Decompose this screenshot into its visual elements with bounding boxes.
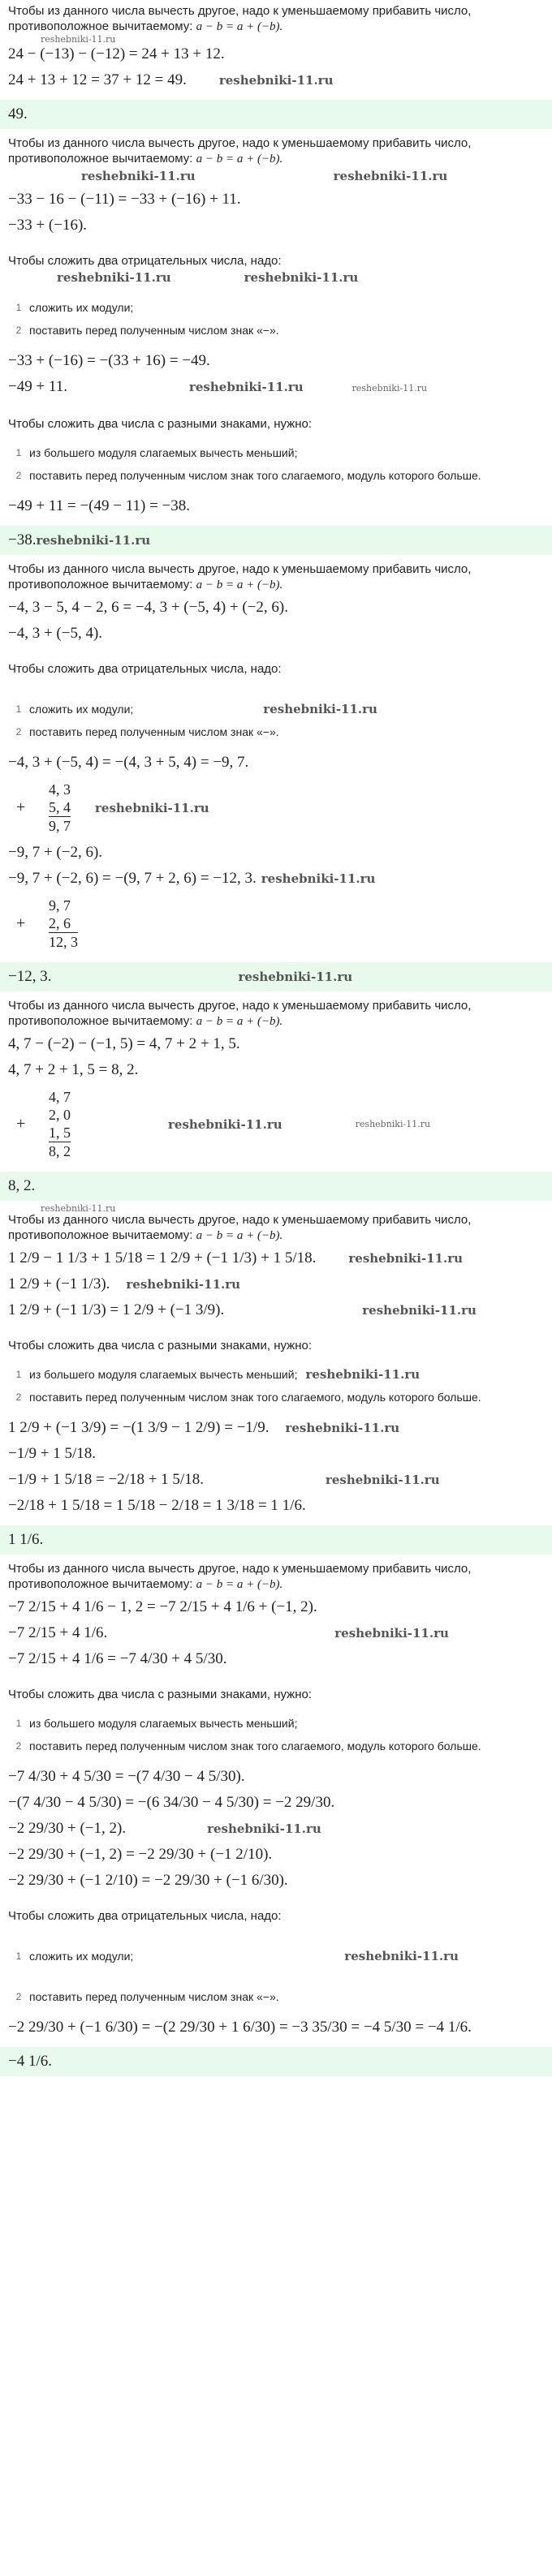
watermark: reshebniki-11.ru xyxy=(344,1949,459,1963)
math-line xyxy=(0,1415,552,1441)
rule-sentence: Чтобы из данного числа вычесть другое, надо к уменьшаемому прибавить число, противоположное вычитаемому: xyxy=(8,4,472,33)
rule-sentence: Чтобы из данного числа вычесть другое, надо к уменьшаемому прибавить число, противоположное вычитаемому: xyxy=(8,1213,472,1242)
math-line: −4, 3 − 5, 4 − 2, 6 = −4, 3 + (−5, 4) + (−2, 6). xyxy=(8,599,288,616)
math-line xyxy=(0,1816,552,1842)
math-text: −2 29/30 + (−1, 2). xyxy=(8,1820,127,1837)
column-addition xyxy=(0,1083,552,1165)
step-item xyxy=(8,1715,544,1731)
watermark: reshebniki-11.ru xyxy=(325,1473,440,1487)
watermark: reshebniki-11.ru xyxy=(351,383,428,393)
watermark: reshebniki-11.ru xyxy=(126,1277,241,1292)
column-value: 5, 4 xyxy=(49,799,71,815)
step-item xyxy=(8,467,544,484)
step-item xyxy=(8,1389,544,1405)
rule-formula: a − b = a + (−b). xyxy=(196,20,283,33)
step-text: из большего модуля слагаемых вычесть меньший; xyxy=(29,446,298,459)
steps-list xyxy=(0,690,552,750)
answer-bar: 8, 2. xyxy=(0,1172,552,1201)
watermark: reshebniki-11.ru xyxy=(305,1367,420,1382)
rule-sum-negative: Чтобы сложить два отрицательных числа, надо: xyxy=(8,1909,282,1923)
column-value: 4, 3 xyxy=(49,781,71,798)
watermark: reshebniki-11.ru xyxy=(244,270,359,285)
rule-formula: a − b = a + (−b). xyxy=(196,1578,283,1591)
math-line xyxy=(0,866,552,892)
math-text: 24 + 13 + 12 = 37 + 12 = 49. xyxy=(8,71,187,88)
rule-text xyxy=(0,1209,552,1245)
step-text: из большего модуля слагаемых вычесть меньший; xyxy=(29,1368,298,1381)
watermark: reshebniki-11.ru xyxy=(355,1119,431,1129)
math-line: −4, 3 + (−5, 4) = −(4, 3 + 5, 4) = −9, 7. xyxy=(8,754,249,771)
step-number: 2 xyxy=(15,325,22,336)
step-number: 2 xyxy=(15,1740,22,1752)
rule-text xyxy=(0,558,552,595)
step-text: поставить перед полученным числом знак того слагаемого, модуль которого больше. xyxy=(29,1391,481,1404)
step-number: 2 xyxy=(15,470,22,481)
rule-sum-negative: Чтобы сложить два отрицательных числа, надо: xyxy=(8,254,282,268)
rule-sum-different: Чтобы сложить два числа с разными знаками, нужно: xyxy=(8,1688,312,1701)
answer-bar xyxy=(0,962,552,991)
watermark: reshebniki-11.ru xyxy=(81,169,196,183)
math-text: −1/9 + 1 5/18 = −2/18 + 1 5/18. xyxy=(8,1471,204,1488)
answer-text: −38. xyxy=(8,531,37,548)
watermark: reshebniki-11.ru xyxy=(285,1421,400,1435)
step-text: поставить перед полученным числом знак того слагаемого, модуль которого больше. xyxy=(29,469,481,482)
step-number: 1 xyxy=(15,1718,22,1729)
answer-bar xyxy=(0,526,552,555)
column-result: 8, 2 xyxy=(49,1143,71,1159)
watermark: reshebniki-11.ru xyxy=(36,533,151,548)
column-result: 12, 3 xyxy=(49,934,78,950)
watermark: reshebniki-11.ru xyxy=(238,970,353,984)
step-number: 2 xyxy=(15,726,22,738)
math-line: −49 + 11 = −(49 − 11) = −38. xyxy=(8,497,191,514)
math-line xyxy=(0,1245,552,1271)
steps-list xyxy=(0,1704,552,1764)
steps-list xyxy=(0,433,552,493)
watermark: reshebniki-11.ru xyxy=(41,34,116,45)
step-text: сложить их модули; xyxy=(29,1950,134,1963)
column-value: 9, 7 xyxy=(49,897,71,914)
column-addition xyxy=(0,892,552,956)
answer-bar: 1 1/6. xyxy=(0,1525,552,1555)
step-item xyxy=(8,299,544,316)
step-text: поставить перед полученным числом знак «−». xyxy=(29,324,279,337)
step-number: 1 xyxy=(15,302,22,313)
step-item xyxy=(8,1989,544,2005)
answer-bar: −4 1/6. xyxy=(0,2047,552,2076)
math-line: −7 2/15 + 4 1/6 − 1, 2 = −7 2/15 + 4 1/6 + (−1, 2). xyxy=(8,1598,317,1615)
math-text: 1 2/9 + (−1 1/3). xyxy=(8,1275,110,1292)
math-line: −9, 7 + (−2, 6). xyxy=(8,844,103,861)
math-text: 1 2/9 + (−1 3/9) = −(1 3/9 − 1 2/9) = −1/9. xyxy=(8,1419,270,1436)
step-item xyxy=(8,445,544,461)
step-text: поставить перед полученным числом знак того слагаемого, модуль которого больше. xyxy=(29,1740,481,1752)
rule-sum-different: Чтобы сложить два числа с разными знаками, нужно: xyxy=(8,417,312,431)
step-text: поставить перед полученным числом знак «−». xyxy=(29,1990,279,2003)
watermark: reshebniki-11.ru xyxy=(188,380,304,394)
math-text: −7 2/15 + 4 1/6. xyxy=(8,1624,108,1641)
watermark: reshebniki-11.ru xyxy=(263,702,377,716)
rule-sentence: Чтобы из данного числа вычесть другое, надо к уменьшаемому прибавить число, противоположное вычитаемому: xyxy=(8,562,472,591)
math-line: −7 2/15 + 4 1/6 = −7 4/30 + 4 5/30. xyxy=(8,1650,227,1667)
step-text: сложить их модули; xyxy=(29,703,134,716)
step-item xyxy=(8,1738,544,1754)
math-line: −2 29/30 + (−1, 2) = −2 29/30 + (−1 2/10). xyxy=(8,1846,273,1863)
watermark: reshebniki-11.ru xyxy=(348,1251,464,1266)
watermark: reshebniki-11.ru xyxy=(218,73,334,88)
answer-text: −12, 3. xyxy=(8,968,52,985)
math-line xyxy=(0,67,552,93)
math-line xyxy=(0,1620,552,1646)
column-value: 1, 5 xyxy=(49,1125,71,1141)
math-line: −4, 3 + (−5, 4). xyxy=(8,625,103,642)
watermark: reshebniki-11.ru xyxy=(261,871,376,886)
math-text: 1 2/9 + (−1 1/3) = 1 2/9 + (−1 3/9). xyxy=(8,1301,225,1318)
rule-text xyxy=(0,995,552,1031)
step-number: 1 xyxy=(15,1950,22,1962)
step-text: поставить перед полученным числом знак «−». xyxy=(29,725,279,738)
column-addition xyxy=(0,776,552,840)
math-line: −33 + (−16) = −(33 + 16) = −49. xyxy=(8,352,210,369)
rule-formula: a − b = a + (−b). xyxy=(196,1229,283,1242)
step-number: 2 xyxy=(15,1991,22,2002)
rule-sentence: Чтобы из данного числа вычесть другое, надо к уменьшаемому прибавить число, противоположное вычитаемому: xyxy=(8,1562,472,1591)
column-value: 2, 6 xyxy=(49,914,78,933)
watermark: reshebniki-11.ru xyxy=(95,800,209,815)
watermark: reshebniki-11.ru xyxy=(41,1203,116,1214)
watermark: reshebniki-11.ru xyxy=(207,1821,321,1836)
rule-sentence: Чтобы из данного числа вычесть другое, надо к уменьшаемому прибавить число, противоположное вычитаемому: xyxy=(8,136,472,166)
steps-list xyxy=(0,288,552,348)
step-text: сложить их модули; xyxy=(29,301,134,314)
math-line: −33 − 16 − (−11) = −33 + (−16) + 11. xyxy=(8,191,241,208)
rule-formula: a − b = a + (−b). xyxy=(196,153,283,166)
rule-formula: a − b = a + (−b). xyxy=(196,578,283,591)
math-text: −9, 7 + (−2, 6) = −(9, 7 + 2, 6) = −12, 3. xyxy=(8,870,257,887)
steps-list xyxy=(0,1937,552,2015)
rule-formula: a − b = a + (−b). xyxy=(196,1015,283,1028)
math-line xyxy=(0,374,552,402)
math-line: 4, 7 − (−2) − (−1, 5) = 4, 7 + 2 + 1, 5. xyxy=(8,1035,240,1052)
step-text: из большего модуля слагаемых вычесть меньший; xyxy=(29,1717,298,1730)
plus-sign: + xyxy=(16,1115,26,1133)
step-item xyxy=(8,1366,544,1383)
math-text: 1 2/9 − 1 1/3 + 1 5/18 = 1 2/9 + (−1 1/3) + 1 5/18. xyxy=(8,1249,317,1266)
math-line: 24 − (−13) − (−12) = 24 + 13 + 12. xyxy=(8,45,225,62)
steps-list xyxy=(0,1355,552,1415)
math-line: −2 29/30 + (−1 6/30) = −(2 29/30 + 1 6/30) = −3 35/30 = −4 5/30 = −4 1/6. xyxy=(8,2019,472,2036)
watermark: reshebniki-11.ru xyxy=(57,270,171,285)
math-line: −1/9 + 1 5/18. xyxy=(8,1445,96,1462)
math-line: 4, 7 + 2 + 1, 5 = 8, 2. xyxy=(8,1061,139,1078)
plus-sign: + xyxy=(16,914,26,932)
math-line xyxy=(0,1271,552,1297)
step-item xyxy=(8,701,544,717)
watermark: reshebniki-11.ru xyxy=(334,1626,449,1641)
step-number: 1 xyxy=(15,1369,22,1380)
math-line: −(7 4/30 − 4 5/30) = −(6 34/30 − 4 5/30) = −2 29/30. xyxy=(8,1794,335,1811)
step-number: 2 xyxy=(15,1391,22,1403)
rule-text xyxy=(0,132,552,169)
answer-bar: 49. xyxy=(0,100,552,129)
math-line: −7 4/30 + 4 5/30 = −(7 4/30 − 4 5/30). xyxy=(8,1768,245,1785)
column-result: 9, 7 xyxy=(49,818,71,834)
math-line xyxy=(0,1467,552,1493)
watermark: reshebniki-11.ru xyxy=(333,169,448,183)
column-value: 4, 7 xyxy=(49,1089,71,1105)
step-item xyxy=(8,1948,544,1964)
rule-sum-different: Чтобы сложить два числа с разными знаками, нужно: xyxy=(8,1339,312,1353)
rule-sum-negative: Чтобы сложить два отрицательных числа, надо: xyxy=(8,662,282,676)
watermark: reshebniki-11.ru xyxy=(168,1116,282,1132)
rule-sentence: Чтобы из данного числа вычесть другое, надо к уменьшаемому прибавить число, противоположное вычитаемому: xyxy=(8,999,472,1028)
plus-sign: + xyxy=(16,798,26,816)
step-number: 1 xyxy=(15,447,22,458)
column-value: 2, 0 xyxy=(49,1107,71,1123)
math-line: −2/18 + 1 5/18 = 1 5/18 − 2/18 = 1 3/18 = 1 1/6. xyxy=(8,1497,306,1514)
math-text: −49 + 11. xyxy=(8,378,67,395)
math-line xyxy=(0,1297,552,1323)
step-item xyxy=(8,322,544,338)
math-line: −2 29/30 + (−1 2/10) = −2 29/30 + (−1 6/30). xyxy=(8,1872,288,1889)
rule-text xyxy=(0,1558,552,1594)
step-number: 1 xyxy=(15,703,22,715)
step-item xyxy=(8,724,544,740)
math-line: −33 + (−16). xyxy=(8,217,88,234)
watermark: reshebniki-11.ru xyxy=(362,1303,477,1318)
